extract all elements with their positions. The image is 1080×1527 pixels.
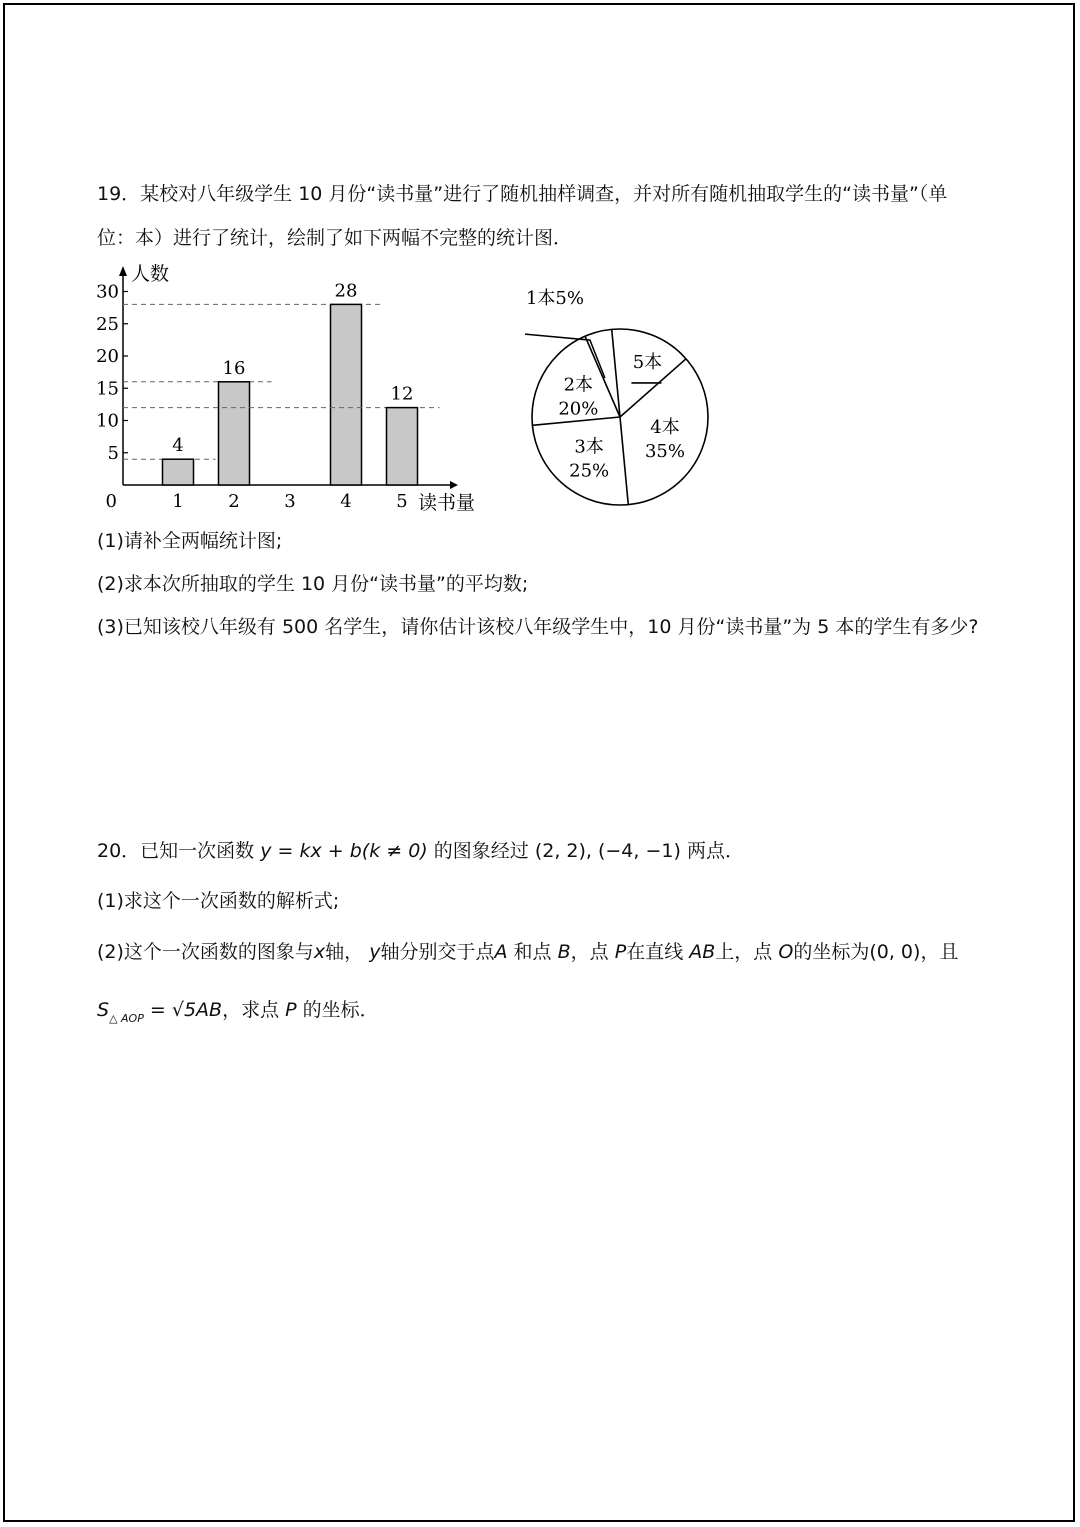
x-tick-label: 4 xyxy=(340,491,352,512)
pie-label-name: 3本 xyxy=(574,436,604,458)
q20-points: (2, 2), (−4, −1) xyxy=(534,840,681,862)
q20-O-coord: (0, 0) xyxy=(869,941,921,963)
x-tick-label: 3 xyxy=(284,491,296,512)
q20-x: x xyxy=(313,941,326,963)
bar xyxy=(387,408,418,485)
bar-data-label: 28 xyxy=(334,280,358,302)
bar-data-label: 4 xyxy=(172,435,184,457)
area-end: 的坐标． xyxy=(302,999,379,1021)
q20-P: P xyxy=(614,941,627,963)
q20-sub2-c: 轴分别交于点 xyxy=(380,941,495,963)
q20-area-line xyxy=(97,997,379,1026)
pie-label-pct: 35% xyxy=(644,440,686,462)
x-axis-label: 读书量 xyxy=(418,492,476,514)
q20-sub2-h: 的坐标为 xyxy=(793,941,870,963)
pie-chart xyxy=(515,280,735,520)
x-tick-label: 5 xyxy=(396,491,408,512)
q20-sub1: (1)求这个一次函数的解析式; xyxy=(97,890,340,912)
q20-end: 两点． xyxy=(686,840,744,862)
area-rhs: = √5AB xyxy=(149,999,223,1021)
q20-sub2-i: ，且 xyxy=(920,941,959,963)
area-P: P xyxy=(285,999,297,1021)
y-tick-label: 10 xyxy=(96,410,119,432)
q20-sub2-a: (2)这个一次函数的图象与 xyxy=(97,941,314,963)
q20-AB: AB xyxy=(689,941,716,963)
bar-chart xyxy=(96,258,480,518)
q20-sub2-e: ，点 xyxy=(570,941,609,963)
q20-sub2-b: 轴， xyxy=(325,941,364,963)
x-tick-label: 1 xyxy=(172,491,184,512)
q20-B: B xyxy=(557,941,571,963)
bar xyxy=(331,304,362,485)
origin-label: 0 xyxy=(105,491,117,512)
q20-mid: 的图象经过 xyxy=(433,840,529,862)
y-tick-label: 30 xyxy=(96,281,119,303)
q20-line1 xyxy=(97,838,744,864)
q19-sub2: (2)求本次所抽取的学生 10 月份“读书量”的平均数; xyxy=(97,573,529,595)
pie-label-1: 1本5% xyxy=(525,288,585,309)
q20-sub2-g: 上，点 xyxy=(715,941,773,963)
q19-sub1: (1)请补全两幅统计图; xyxy=(97,530,283,552)
q20-y: y xyxy=(369,941,381,963)
pie-label-pct: 20% xyxy=(558,398,599,420)
q19-sub3: (3)已知该校八年级有 500 名学生，请你估计该校八年级学生中，10 月份“读书量”为 5 本的学生有多少? xyxy=(97,616,979,638)
y-tick-label: 20 xyxy=(96,346,119,367)
y-tick-label: 25 xyxy=(96,313,119,335)
pie-label-5: 5本 xyxy=(632,351,663,373)
q19-line2: 位：本）进行了统计，绘制了如下两幅不完整的统计图． xyxy=(97,227,573,249)
y-tick-label: 5 xyxy=(107,442,119,464)
area-S: S xyxy=(97,999,110,1021)
area-sub: △ AOP xyxy=(109,1012,144,1025)
q20-A: A xyxy=(494,941,508,963)
q19-line1: 19．某校对八年级学生 10 月份“读书量”进行了随机抽样调查，并对所有随机抽取学生的“读书量”（单 xyxy=(97,183,948,205)
y-axis-label: 人数 xyxy=(131,263,170,285)
pie-label-name: 4本 xyxy=(650,416,680,438)
q20-num: 20．已知一次函数 xyxy=(97,840,255,862)
y-axis-arrow xyxy=(119,266,127,276)
x-tick-label: 2 xyxy=(228,491,240,512)
pie-label-pct: 25% xyxy=(569,460,610,482)
bar xyxy=(219,382,250,485)
pie-label-name: 2本 xyxy=(563,374,594,396)
area-tail: ，求点 xyxy=(222,999,280,1021)
y-tick-label: 15 xyxy=(96,378,119,400)
q20-O: O xyxy=(778,941,794,963)
bar-data-label: 16 xyxy=(222,357,246,379)
x-axis-arrow xyxy=(450,481,458,489)
q20-sub2-f: 在直线 xyxy=(626,941,684,963)
bar-data-label: 12 xyxy=(390,383,414,405)
q20-func: y = kx + b(k ≠ 0) xyxy=(260,840,428,862)
q20-sub2 xyxy=(97,939,958,965)
q20-sub2-d: 和点 xyxy=(513,941,552,963)
bar xyxy=(163,459,194,485)
